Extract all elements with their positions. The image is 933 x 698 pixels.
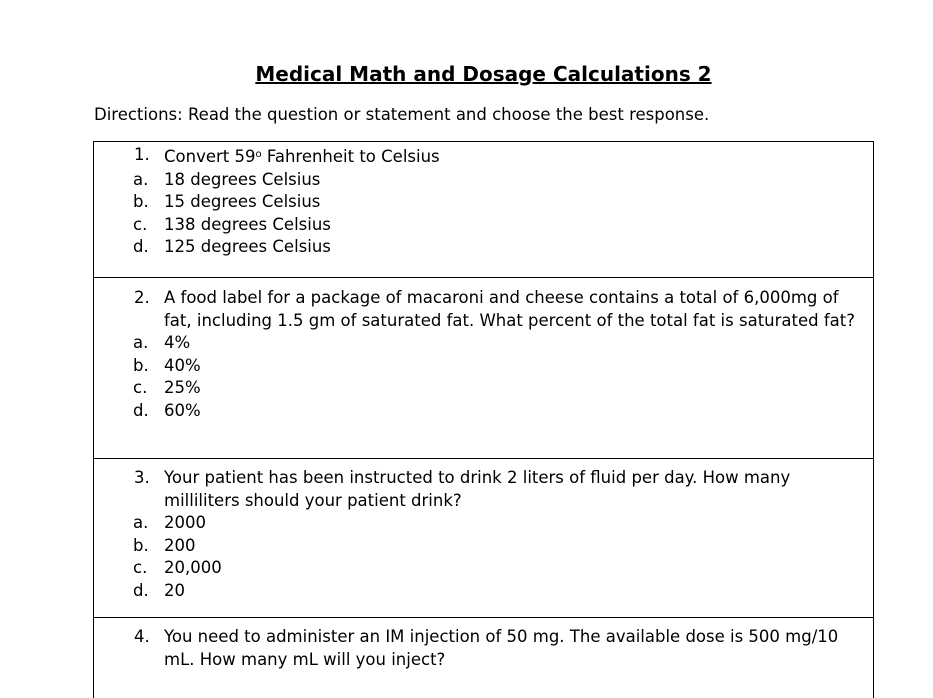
option-text: 200	[164, 535, 196, 555]
question-2-cell	[94, 278, 873, 459]
question-2-text: A food label for a package of macaroni and cheese contains a total of 6,000mg of fat, including 1.5 gm of saturated fat. What percent of the total fat is saturated fat?	[164, 288, 856, 330]
option-text: 40%	[164, 355, 201, 375]
option-letter: c.	[133, 378, 148, 397]
option-text: 20	[164, 580, 185, 600]
question-1-option-c[interactable]	[94, 214, 873, 237]
option-letter: a.	[133, 513, 149, 532]
document-title: Medical Math and Dosage Calculations 2	[255, 62, 712, 86]
question-1-text-before: Convert 59	[164, 147, 256, 166]
option-text: 20,000	[164, 558, 222, 577]
question-3-prompt	[94, 467, 873, 512]
option-letter: a.	[133, 333, 149, 352]
option-letter: d.	[133, 580, 149, 600]
question-3-number: 3.	[134, 468, 150, 487]
question-2-option-b[interactable]	[94, 355, 873, 378]
option-letter: c.	[133, 558, 148, 577]
question-1-prompt	[94, 144, 873, 169]
question-4-number: 4.	[134, 627, 150, 646]
question-2-number: 2.	[134, 288, 150, 307]
question-2-prompt	[94, 287, 873, 332]
option-letter: b.	[133, 192, 149, 211]
question-3-option-d[interactable]	[94, 580, 873, 603]
question-table	[93, 141, 874, 698]
question-4-text: You need to administer an IM injection of 50 mg. The available dose is 500 mg/10 mL. How many mL will you inject?	[164, 627, 839, 669]
option-letter: c.	[133, 214, 148, 234]
question-3-option-b[interactable]	[94, 535, 873, 558]
question-2-option-a[interactable]	[94, 332, 873, 355]
option-letter: b.	[133, 535, 149, 555]
option-text: 138 degrees Celsius	[164, 214, 331, 234]
option-text: 15 degrees Celsius	[164, 192, 321, 211]
option-letter: a.	[133, 169, 149, 189]
question-1-option-b[interactable]	[94, 191, 873, 214]
option-letter: d.	[133, 400, 149, 420]
option-text: 25%	[164, 378, 201, 397]
question-1-option-a[interactable]	[94, 169, 873, 192]
question-3-cell	[94, 459, 873, 618]
directions-text: Directions: Read the question or statement and choose the best response.	[94, 105, 710, 124]
option-letter: b.	[133, 355, 149, 375]
option-text: 2000	[164, 513, 206, 532]
option-text: 125 degrees Celsius	[164, 237, 331, 256]
question-4-prompt	[94, 626, 873, 671]
question-1-option-d[interactable]	[94, 236, 873, 259]
question-2-option-d[interactable]	[94, 400, 873, 423]
question-1-text-after: Fahrenheit to Celsius	[261, 147, 440, 166]
option-text: 60%	[164, 400, 201, 420]
option-text: 4%	[164, 333, 191, 352]
option-letter: d.	[133, 237, 149, 256]
question-3-option-a[interactable]	[94, 512, 873, 535]
question-1-number: 1.	[134, 145, 150, 164]
option-text: 18 degrees Celsius	[164, 169, 321, 189]
question-3-text: Your patient has been instructed to drink 2 liters of fluid per day. How many milliliters should your patient drink?	[164, 468, 791, 510]
question-2-option-c[interactable]	[94, 377, 873, 400]
question-3-option-c[interactable]	[94, 557, 873, 580]
degree-symbol: o	[255, 149, 262, 160]
question-4-cell	[94, 618, 873, 698]
question-1-cell	[94, 142, 873, 278]
